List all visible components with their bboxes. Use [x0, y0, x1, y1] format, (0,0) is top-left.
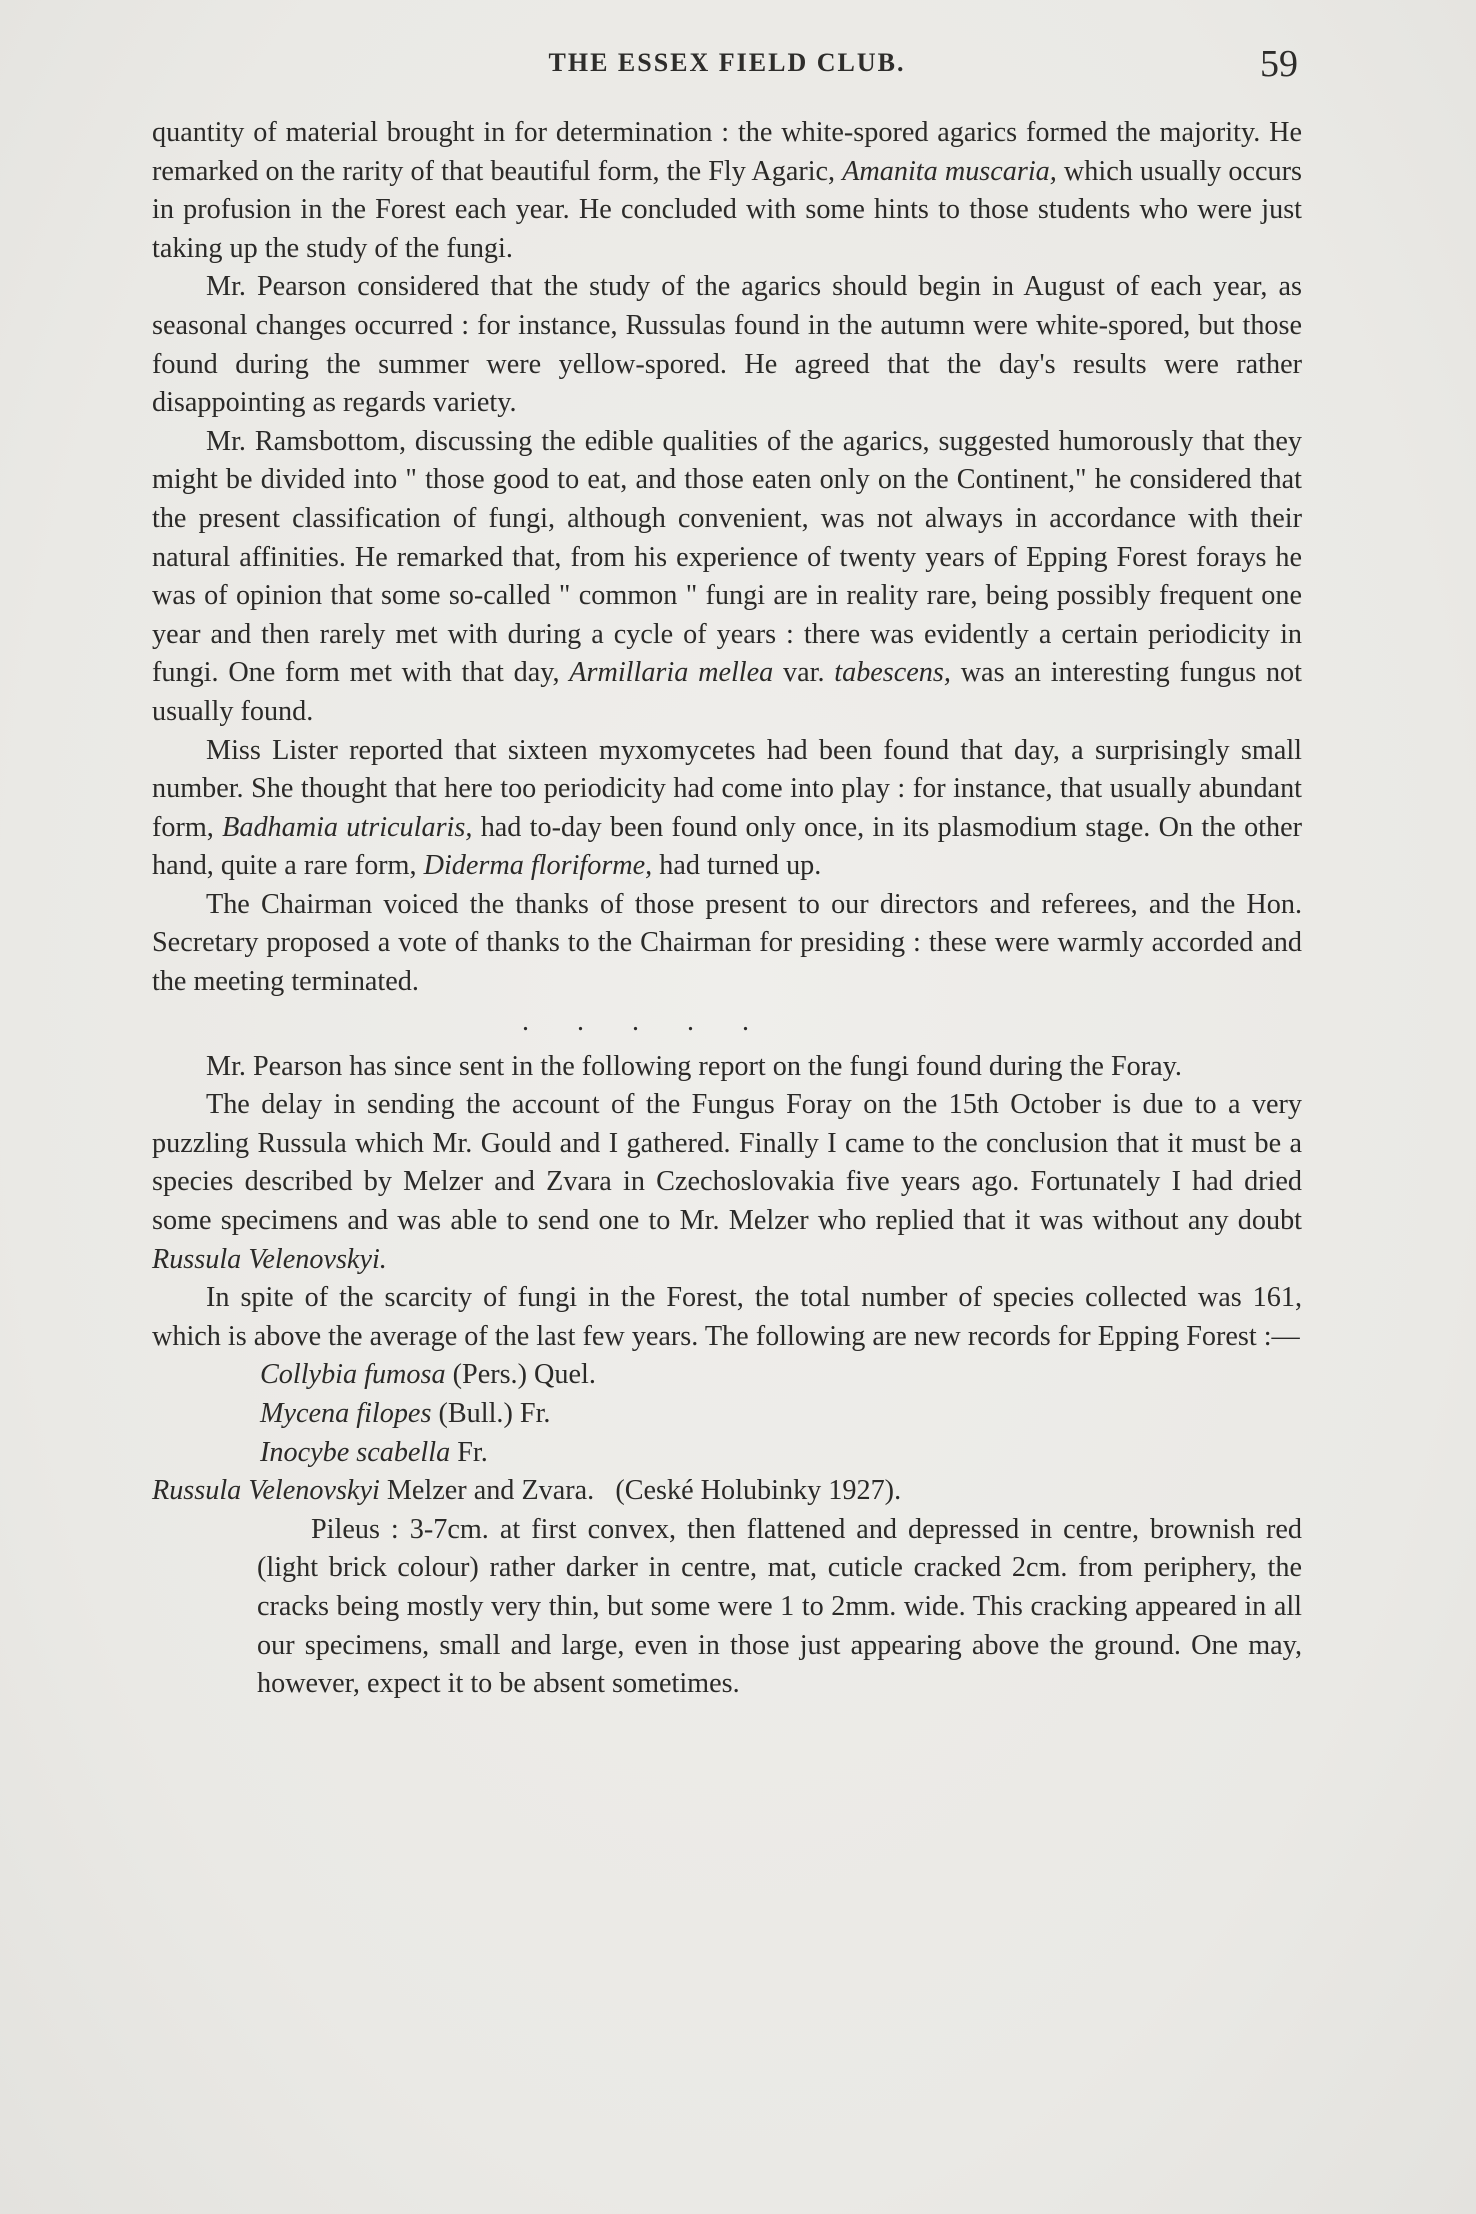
paragraph-ramsbottom — [152, 423, 1302, 732]
species-authority: Fr. — [450, 1436, 488, 1468]
species-name: Amanita muscaria, — [842, 155, 1057, 187]
text-run: var. — [773, 657, 835, 689]
species-authority: (Pers.) Quel. — [445, 1359, 596, 1391]
paragraph-pearson — [152, 268, 1302, 422]
paragraph-chairman — [152, 886, 1302, 1002]
text-run: quantity of material brought in for determination : the white-spored agarics formed the majority. He remarked on the rarity of that beautiful form, the Fly Agaric, — [152, 117, 1302, 187]
variety-name: tabescens, — [834, 657, 951, 689]
paragraph-lister — [152, 732, 1302, 886]
separator-dot: . — [742, 1005, 749, 1037]
section-separator — [152, 1004, 1302, 1040]
text-run: Mr. Pearson has since sent in the following report on the fungi found during the Foray. — [206, 1050, 1182, 1082]
paragraph-report-intro — [152, 1048, 1302, 1087]
russula-heading — [152, 1472, 1302, 1511]
separator-dot: . — [632, 1005, 639, 1037]
paragraph-species-count — [152, 1279, 1302, 1356]
record-item — [152, 1434, 1302, 1473]
species-reference: (Ceské Holubinky 1927). — [594, 1475, 902, 1507]
separator-dot: . — [577, 1005, 584, 1037]
text-run: Mr. Pearson considered that the study of the agarics should begin in August of each year, as seasonal changes occurred : for instance, Russulas found in the autumn were white-spored, but those found during the summer were yellow-spored. He agreed that the day's results were rather disappointing as regards variety. — [152, 271, 1302, 419]
species-name: Russula Velenovskyi — [152, 1475, 380, 1507]
species-name: Mycena filopes — [260, 1398, 432, 1429]
text-run: had turned up. — [652, 850, 822, 882]
pileus-description — [152, 1511, 1302, 1704]
species-authority: Melzer and Zvara. — [379, 1475, 595, 1507]
text-run: Pileus : 3-7cm. at first convex, then flattened and depressed in centre, brownish red (light brick colour) rather darker in centre, mat, cuticle cracked 2cm. from periphery, the cracks being mostly very thin, but some were 1 to 2mm. wide. This cracking appeared in all our specimens, small and large, even in those just appearing above the ground. One may, however, expect it to be absent sometimes. — [257, 1513, 1302, 1700]
text-run: Miss Lister reported that sixteen myxomycetes had been found that day, a surprisingly small number. She thought that here too periodicity had come into play : for instance, that usually abundant form, — [152, 734, 1302, 843]
separator-dot: . — [522, 1005, 529, 1037]
text-run: The Chairman voiced the thanks of those present to our directors and referees, and the Hon. Secretary proposed a vote of thanks to the Chairman for presiding : these were warmly accorded and the meeting terminated. — [152, 888, 1302, 998]
paragraph-fly-agaric — [152, 114, 1302, 268]
record-item — [152, 1395, 1302, 1434]
species-name: Diderma floriforme, — [423, 850, 653, 882]
text-run: which usually occurs in profusion in the Forest each year. He concluded with some hints to those students who were just taking up the study of the fungi. — [152, 155, 1302, 264]
text-run: The delay in sending the account of the Fungus Foray on the 15th October is due to a very puzzling Russula which Mr. Gould and I gathered. Finally I came to the conclusion that it must be a species described by Melzer and Zvara in Czechoslovakia five years ago. Fortunately I had dried some specimens and was able to send one to Mr. Melzer who replied that it was without any doubt — [152, 1089, 1302, 1237]
record-item — [152, 1356, 1302, 1395]
species-name: Badhamia utricularis, — [222, 811, 473, 843]
species-name: Armillaria mellea — [569, 657, 774, 689]
paragraph-delay — [152, 1086, 1302, 1279]
body-text — [152, 114, 1302, 1704]
text-run: had to-day been found only once, in its plasmodium stage. On the other hand, quite a rare form, — [152, 811, 1302, 882]
species-authority: (Bull.) Fr. — [431, 1398, 551, 1429]
species-name: Russula Velenovskyi. — [152, 1243, 387, 1275]
text-run: was an interesting fungus not usually found. — [152, 657, 1302, 727]
page-number: 59 — [1260, 43, 1298, 85]
text-run: In spite of the scarcity of fungi in the Forest, the total number of species collected was 161, which is above the average of the last few years. The following are new records for Epping Forest :— — [152, 1282, 1302, 1352]
text-run: Mr. Ramsbottom, discussing the edible qualities of the agarics, suggested humorously that they might be divided into " those good to eat, and those eaten only on the Continent," he considered that the present classification of fungi, although convenient, was not always in accordance with their natural affinities. He remarked that, from his experience of twenty years of Epping Forest forays he was of opinion that some so-called " common " fungi are in reality rare, being possibly frequent one year and then rarely met with during a cycle of years : there was evidently a certain periodicity in fungi. One form met with that day, — [152, 425, 1302, 689]
page-header — [152, 42, 1302, 102]
running-head: THE ESSEX FIELD CLUB. — [548, 48, 906, 77]
separator-dot: . — [687, 1005, 694, 1037]
species-name: Inocybe scabella — [260, 1436, 451, 1468]
species-name: Collybia fumosa — [260, 1359, 446, 1391]
